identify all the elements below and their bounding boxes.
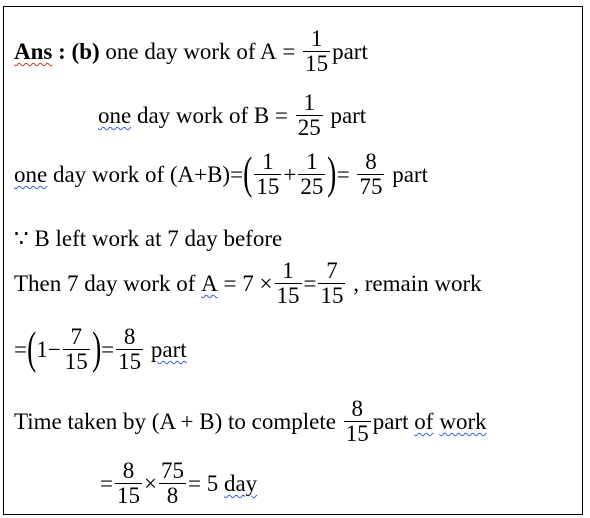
- one: 1: [36, 337, 48, 363]
- equals-sign: =: [230, 162, 244, 188]
- ans-colon: :: [52, 39, 72, 65]
- part-label: part: [330, 103, 367, 129]
- because-line: [14, 225, 282, 250]
- then-text: Then 7 day work of: [14, 271, 202, 297]
- solution-box: [3, 6, 583, 515]
- equals-sign: =: [336, 162, 350, 188]
- equals-sign: =: [274, 103, 288, 129]
- time-text: Time taken by (A + B) to complete: [14, 409, 336, 435]
- fraction-8-75: $\frac{8}{75}$: [359, 149, 383, 200]
- remain-line: [14, 321, 187, 375]
- fraction-1-25: $\frac{1}{25}$: [300, 149, 324, 200]
- right-paren: ): [91, 321, 102, 373]
- because-symbol: ∵: [14, 226, 29, 252]
- b-day-text: day work of B: [131, 103, 270, 129]
- part-label: part: [150, 337, 187, 363]
- ans-label: Ans: [14, 39, 53, 65]
- answer-line: [14, 27, 368, 76]
- day-label: day: [223, 471, 258, 497]
- fraction-7-15: $\frac{7}{15}$: [64, 324, 88, 375]
- minus-sign: −: [47, 337, 61, 363]
- ans-text: one day work of A: [105, 39, 277, 65]
- fraction-7-15: $\frac{7}{15}$: [320, 258, 344, 309]
- left-paren: (: [27, 321, 37, 373]
- part-label: part: [392, 162, 428, 188]
- ans-option: (b): [71, 39, 100, 65]
- fraction-b-day: $\frac{1}{25}$: [297, 90, 321, 141]
- ab-day-line: [14, 146, 428, 200]
- final-line: [100, 459, 257, 508]
- because-text: B left work at 7 day before: [34, 226, 283, 252]
- result-value: 5: [206, 471, 219, 497]
- times-sign: ×: [143, 471, 157, 497]
- fraction-8-15: $\frac{8}{15}$: [118, 324, 142, 375]
- equals-sign: =: [282, 39, 296, 65]
- part-label: part: [372, 409, 409, 435]
- then-tail: , remain work: [353, 271, 482, 297]
- equals-sign: =: [187, 471, 201, 497]
- of-label: of: [414, 409, 434, 435]
- equals-sign: =: [100, 471, 113, 497]
- ab-day-text: day work of (A+B): [47, 162, 231, 188]
- equals-sign: =: [14, 337, 27, 363]
- right-paren: ): [327, 146, 337, 198]
- time-line: [14, 397, 487, 446]
- plus-sign: +: [283, 162, 297, 188]
- equals-sign: =: [101, 337, 115, 363]
- then-a: A: [201, 271, 218, 297]
- times-seven: 7 ×: [242, 271, 273, 297]
- fraction-8-15: $\frac{8}{15}$: [345, 396, 369, 447]
- work-label: work: [439, 409, 487, 435]
- equals-sign: =: [223, 271, 237, 297]
- fraction-1-15: $\frac{1}{15}$: [276, 258, 300, 309]
- b-day-line: [98, 91, 366, 140]
- fraction-1-15: $\frac{1}{15}$: [256, 149, 280, 200]
- fraction-a-day: $\frac{1}{15}$: [305, 26, 329, 77]
- then-line: [14, 259, 482, 308]
- fraction-75-8: $\frac{75}{8}$: [160, 458, 184, 509]
- fraction-8-15: $\frac{8}{15}$: [116, 458, 140, 509]
- left-paren: (: [243, 146, 253, 198]
- b-day-pre: one: [98, 103, 132, 129]
- equals-sign: =: [303, 271, 317, 297]
- part-label: part: [332, 39, 368, 65]
- ab-day-pre: one: [14, 162, 48, 188]
